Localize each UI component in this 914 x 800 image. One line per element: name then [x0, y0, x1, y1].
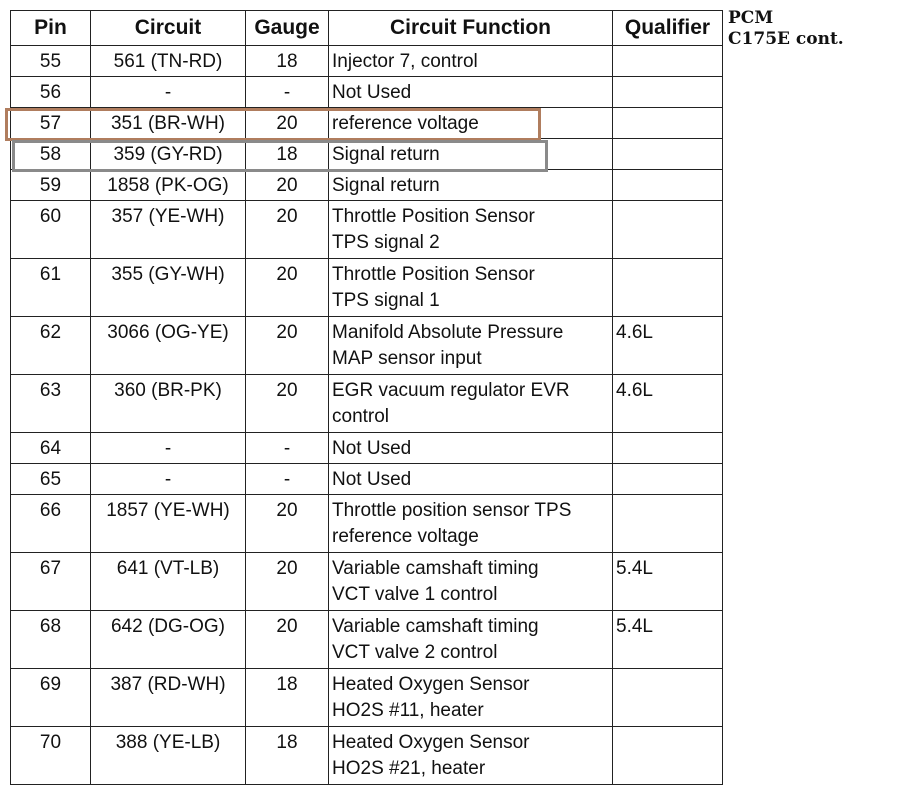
header-function: Circuit Function	[329, 11, 613, 46]
function-line: EGR vacuum regulator EVR	[332, 380, 570, 401]
cell-gauge: 20	[246, 317, 329, 375]
cell-circuit: 1857 (YE-WH)	[91, 495, 246, 553]
cell-gauge: 18	[246, 139, 329, 170]
cell-qualifier	[613, 495, 723, 553]
cell-gauge: 18	[246, 669, 329, 727]
cell-pin: 65	[11, 464, 91, 495]
cell-qualifier	[613, 669, 723, 727]
cell-gauge: 20	[246, 495, 329, 553]
highlight-box-pin-57	[5, 108, 541, 141]
cell-function	[329, 611, 613, 669]
cell-pin: 64	[11, 433, 91, 464]
cell-pin: 60	[11, 201, 91, 259]
cell-circuit: 351 (BR-WH)	[91, 108, 246, 139]
cell-qualifier	[613, 464, 723, 495]
function-line: Not Used	[332, 82, 412, 103]
header-qualifier: Qualifier	[613, 11, 723, 46]
cell-qualifier: 4.6L	[613, 375, 723, 433]
cell-circuit: 355 (GY-WH)	[91, 259, 246, 317]
cell-qualifier	[613, 259, 723, 317]
cell-function	[329, 727, 613, 785]
function-line: HO2S #11, heater	[332, 700, 484, 721]
cell-pin: 57	[11, 108, 91, 139]
cell-function	[329, 375, 613, 433]
function-line: VCT valve 2 control	[332, 642, 498, 663]
cell-gauge: 20	[246, 170, 329, 201]
connector-label-line2: C175E cont.	[728, 29, 844, 49]
function-line: reference voltage	[332, 526, 479, 547]
cell-gauge: 20	[246, 108, 329, 139]
cell-qualifier: 5.4L	[613, 611, 723, 669]
table-row	[11, 317, 723, 375]
function-line: VCT valve 1 control	[332, 584, 498, 605]
function-line: TPS signal 2	[332, 232, 440, 253]
cell-function	[329, 669, 613, 727]
function-line: Injector 7, control	[332, 51, 478, 72]
cell-circuit: 357 (YE-WH)	[91, 201, 246, 259]
cell-qualifier	[613, 433, 723, 464]
cell-qualifier	[613, 201, 723, 259]
cell-pin: 56	[11, 77, 91, 108]
cell-pin: 59	[11, 170, 91, 201]
connector-label	[728, 8, 844, 50]
cell-circuit: 388 (YE-LB)	[91, 727, 246, 785]
cell-gauge: -	[246, 433, 329, 464]
table-row	[11, 46, 723, 77]
cell-gauge: -	[246, 77, 329, 108]
table-row	[11, 464, 723, 495]
cell-pin: 66	[11, 495, 91, 553]
header-circuit: Circuit	[91, 11, 246, 46]
cell-circuit: 360 (BR-PK)	[91, 375, 246, 433]
cell-pin: 58	[11, 139, 91, 170]
cell-function	[329, 317, 613, 375]
cell-function	[329, 495, 613, 553]
highlight-box-pin-58	[12, 140, 548, 172]
cell-circuit: 642 (DG-OG)	[91, 611, 246, 669]
cell-function	[329, 77, 613, 108]
cell-pin: 68	[11, 611, 91, 669]
cell-pin: 62	[11, 317, 91, 375]
table-row	[11, 77, 723, 108]
function-line: Heated Oxygen Sensor	[332, 732, 530, 753]
cell-circuit: 3066 (OG-YE)	[91, 317, 246, 375]
function-line: TPS signal 1	[332, 290, 440, 311]
table-row	[11, 375, 723, 433]
function-line: Signal return	[332, 144, 440, 165]
function-line: reference voltage	[332, 113, 479, 134]
cell-function	[329, 201, 613, 259]
cell-function	[329, 259, 613, 317]
cell-pin: 55	[11, 46, 91, 77]
function-line: HO2S #21, heater	[332, 758, 486, 779]
function-line: control	[332, 406, 390, 427]
cell-qualifier: 5.4L	[613, 553, 723, 611]
cell-qualifier	[613, 77, 723, 108]
table-row	[11, 495, 723, 553]
cell-pin: 70	[11, 727, 91, 785]
cell-qualifier	[613, 170, 723, 201]
function-line: Manifold Absolute Pressure	[332, 322, 564, 343]
function-line: Throttle Position Sensor	[332, 206, 535, 227]
cell-qualifier: 4.6L	[613, 317, 723, 375]
table-row	[11, 201, 723, 259]
cell-pin: 69	[11, 669, 91, 727]
cell-circuit: -	[91, 433, 246, 464]
cell-circuit: 1858 (PK-OG)	[91, 170, 246, 201]
function-line: Throttle Position Sensor	[332, 264, 535, 285]
function-line: Signal return	[332, 175, 440, 196]
cell-gauge: 20	[246, 375, 329, 433]
table-row	[11, 727, 723, 785]
table-row	[11, 433, 723, 464]
cell-gauge: 18	[246, 727, 329, 785]
cell-circuit: -	[91, 77, 246, 108]
cell-qualifier	[613, 727, 723, 785]
function-line: Throttle position sensor TPS	[332, 500, 572, 521]
cell-circuit: 641 (VT-LB)	[91, 553, 246, 611]
cell-qualifier	[613, 46, 723, 77]
cell-function	[329, 433, 613, 464]
cell-function	[329, 46, 613, 77]
function-line: Not Used	[332, 438, 412, 459]
cell-function	[329, 170, 613, 201]
cell-circuit: 561 (TN-RD)	[91, 46, 246, 77]
cell-qualifier	[613, 108, 723, 139]
function-line: Variable camshaft timing	[332, 558, 539, 579]
header-pin: Pin	[11, 11, 91, 46]
function-line: Not Used	[332, 469, 412, 490]
connector-label-line1: PCM	[728, 8, 774, 28]
table-row	[11, 669, 723, 727]
cell-circuit: 359 (GY-RD)	[91, 139, 246, 170]
cell-pin: 63	[11, 375, 91, 433]
table-row	[11, 170, 723, 201]
header-gauge: Gauge	[246, 11, 329, 46]
cell-gauge: 20	[246, 611, 329, 669]
cell-pin: 61	[11, 259, 91, 317]
cell-gauge: 20	[246, 201, 329, 259]
table-row	[11, 259, 723, 317]
cell-function	[329, 464, 613, 495]
table-row	[11, 611, 723, 669]
cell-function	[329, 553, 613, 611]
function-line: Variable camshaft timing	[332, 616, 539, 637]
cell-qualifier	[613, 139, 723, 170]
cell-circuit: -	[91, 464, 246, 495]
cell-pin: 67	[11, 553, 91, 611]
header-row	[11, 11, 723, 46]
function-line: Heated Oxygen Sensor	[332, 674, 530, 695]
cell-gauge: -	[246, 464, 329, 495]
table-row	[11, 553, 723, 611]
cell-gauge: 18	[246, 46, 329, 77]
cell-gauge: 20	[246, 553, 329, 611]
function-line: MAP sensor input	[332, 348, 482, 369]
cell-gauge: 20	[246, 259, 329, 317]
cell-circuit: 387 (RD-WH)	[91, 669, 246, 727]
